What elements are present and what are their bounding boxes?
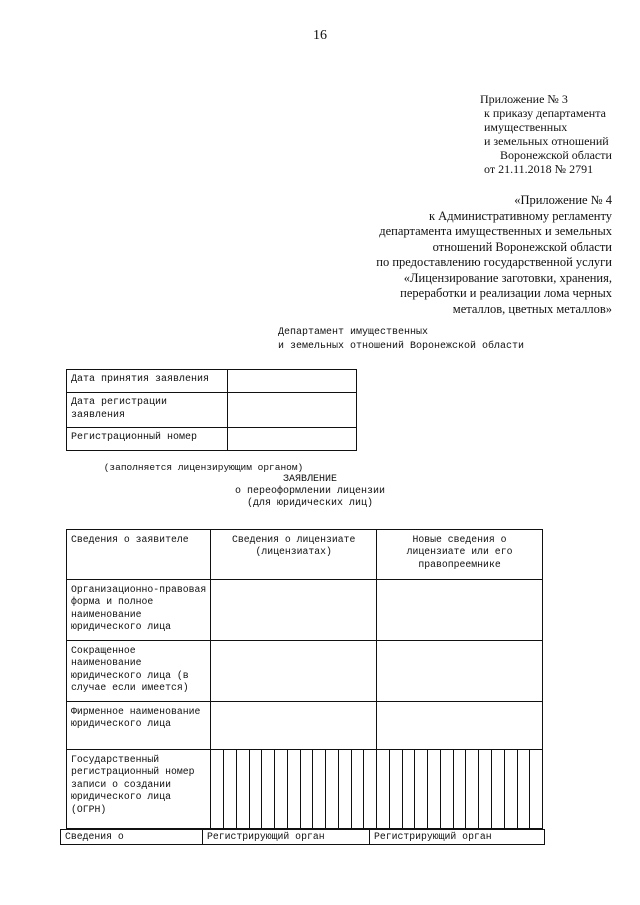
department-line: Департамент имущественных bbox=[278, 327, 429, 338]
ogrn-cells-new[interactable] bbox=[377, 750, 543, 829]
registration-label: Дата регистрации заявления bbox=[67, 393, 228, 428]
document-title bbox=[100, 474, 520, 510]
appendix-line: и земельных отношений bbox=[484, 134, 609, 148]
department-line: и земельных отношений Воронежской области bbox=[278, 341, 525, 352]
column-header: Сведения о заявителе bbox=[67, 530, 211, 580]
cell-label: Регистрирующий орган bbox=[374, 831, 492, 842]
row-label: Организационно-правовая форма и полное наименование юридического лица bbox=[67, 580, 211, 641]
regulation-reference bbox=[360, 193, 612, 317]
ogrn-cells-licensee[interactable] bbox=[211, 750, 377, 829]
licensee-info-field[interactable] bbox=[211, 641, 377, 702]
registration-label: Дата принятия заявления bbox=[67, 370, 228, 393]
appendix-line: Воронежской области bbox=[500, 148, 612, 162]
title-line: ЗАЯВЛЕНИЕ bbox=[282, 474, 337, 485]
appendix-reference bbox=[480, 92, 612, 176]
title-line: (для юридических лиц) bbox=[246, 498, 374, 509]
registration-value-field[interactable] bbox=[227, 393, 356, 428]
fill-note: (заполняется лицензирующим органом) bbox=[103, 462, 304, 473]
table-row bbox=[67, 580, 543, 641]
row-label: Фирменное наименование юридического лица bbox=[67, 702, 211, 750]
appendix-line: Приложение № 3 bbox=[480, 92, 568, 106]
regulation-line: «Лицензирование заготовки, хранения, bbox=[403, 270, 612, 285]
table-row-partial bbox=[60, 829, 545, 845]
registration-label: Регистрационный номер bbox=[67, 428, 228, 451]
appendix-line: к приказу департамента bbox=[484, 106, 606, 120]
department-addressee bbox=[278, 326, 524, 354]
registration-value-field[interactable] bbox=[227, 370, 356, 393]
row-label: Государственный регистрационный номер записи о создании юридического лица (ОГРН) bbox=[67, 750, 211, 829]
column-header: Сведения о лицензиате (лицензиатах) bbox=[211, 530, 377, 580]
applicant-info-table bbox=[66, 529, 543, 829]
table-row bbox=[67, 393, 357, 428]
table-row bbox=[67, 370, 357, 393]
regulation-line: отношений Воронежской области bbox=[432, 239, 612, 254]
new-info-field[interactable] bbox=[377, 641, 543, 702]
row-label: Сокращенное наименование юридического лица (в случае если имеется) bbox=[67, 641, 211, 702]
table-row bbox=[67, 641, 543, 702]
table-row bbox=[67, 428, 357, 451]
page-number: 16 bbox=[313, 28, 327, 43]
regulation-line: металлов, цветных металлов» bbox=[452, 301, 612, 316]
regulation-line: департамента имущественных и земельных bbox=[379, 224, 612, 238]
licensee-info-field[interactable] bbox=[211, 702, 377, 750]
regulation-line: по предоставлению государственной услуги bbox=[376, 255, 612, 269]
column-header: Новые сведения о лицензиате или его правопреемнике bbox=[377, 530, 543, 580]
new-info-field[interactable] bbox=[377, 702, 543, 750]
table-row bbox=[67, 750, 543, 829]
regulation-line: переработки и реализации лома черных bbox=[400, 286, 612, 300]
registration-table bbox=[66, 369, 357, 451]
regulation-line: «Приложение № 4 bbox=[514, 193, 612, 207]
cell-label: Регистрирующий орган bbox=[203, 830, 370, 844]
table-row bbox=[67, 702, 543, 750]
registration-value-field[interactable] bbox=[227, 428, 356, 451]
title-line: о переоформлении лицензии bbox=[234, 486, 386, 497]
regulation-line: к Административному регламенту bbox=[428, 208, 612, 223]
new-info-field[interactable] bbox=[377, 580, 543, 641]
row-label: Сведения о bbox=[61, 830, 203, 844]
appendix-line: имущественных bbox=[484, 120, 568, 134]
licensee-info-field[interactable] bbox=[211, 580, 377, 641]
appendix-line: от 21.11.2018 № 2791 bbox=[484, 162, 594, 176]
table-header-row bbox=[67, 530, 543, 580]
